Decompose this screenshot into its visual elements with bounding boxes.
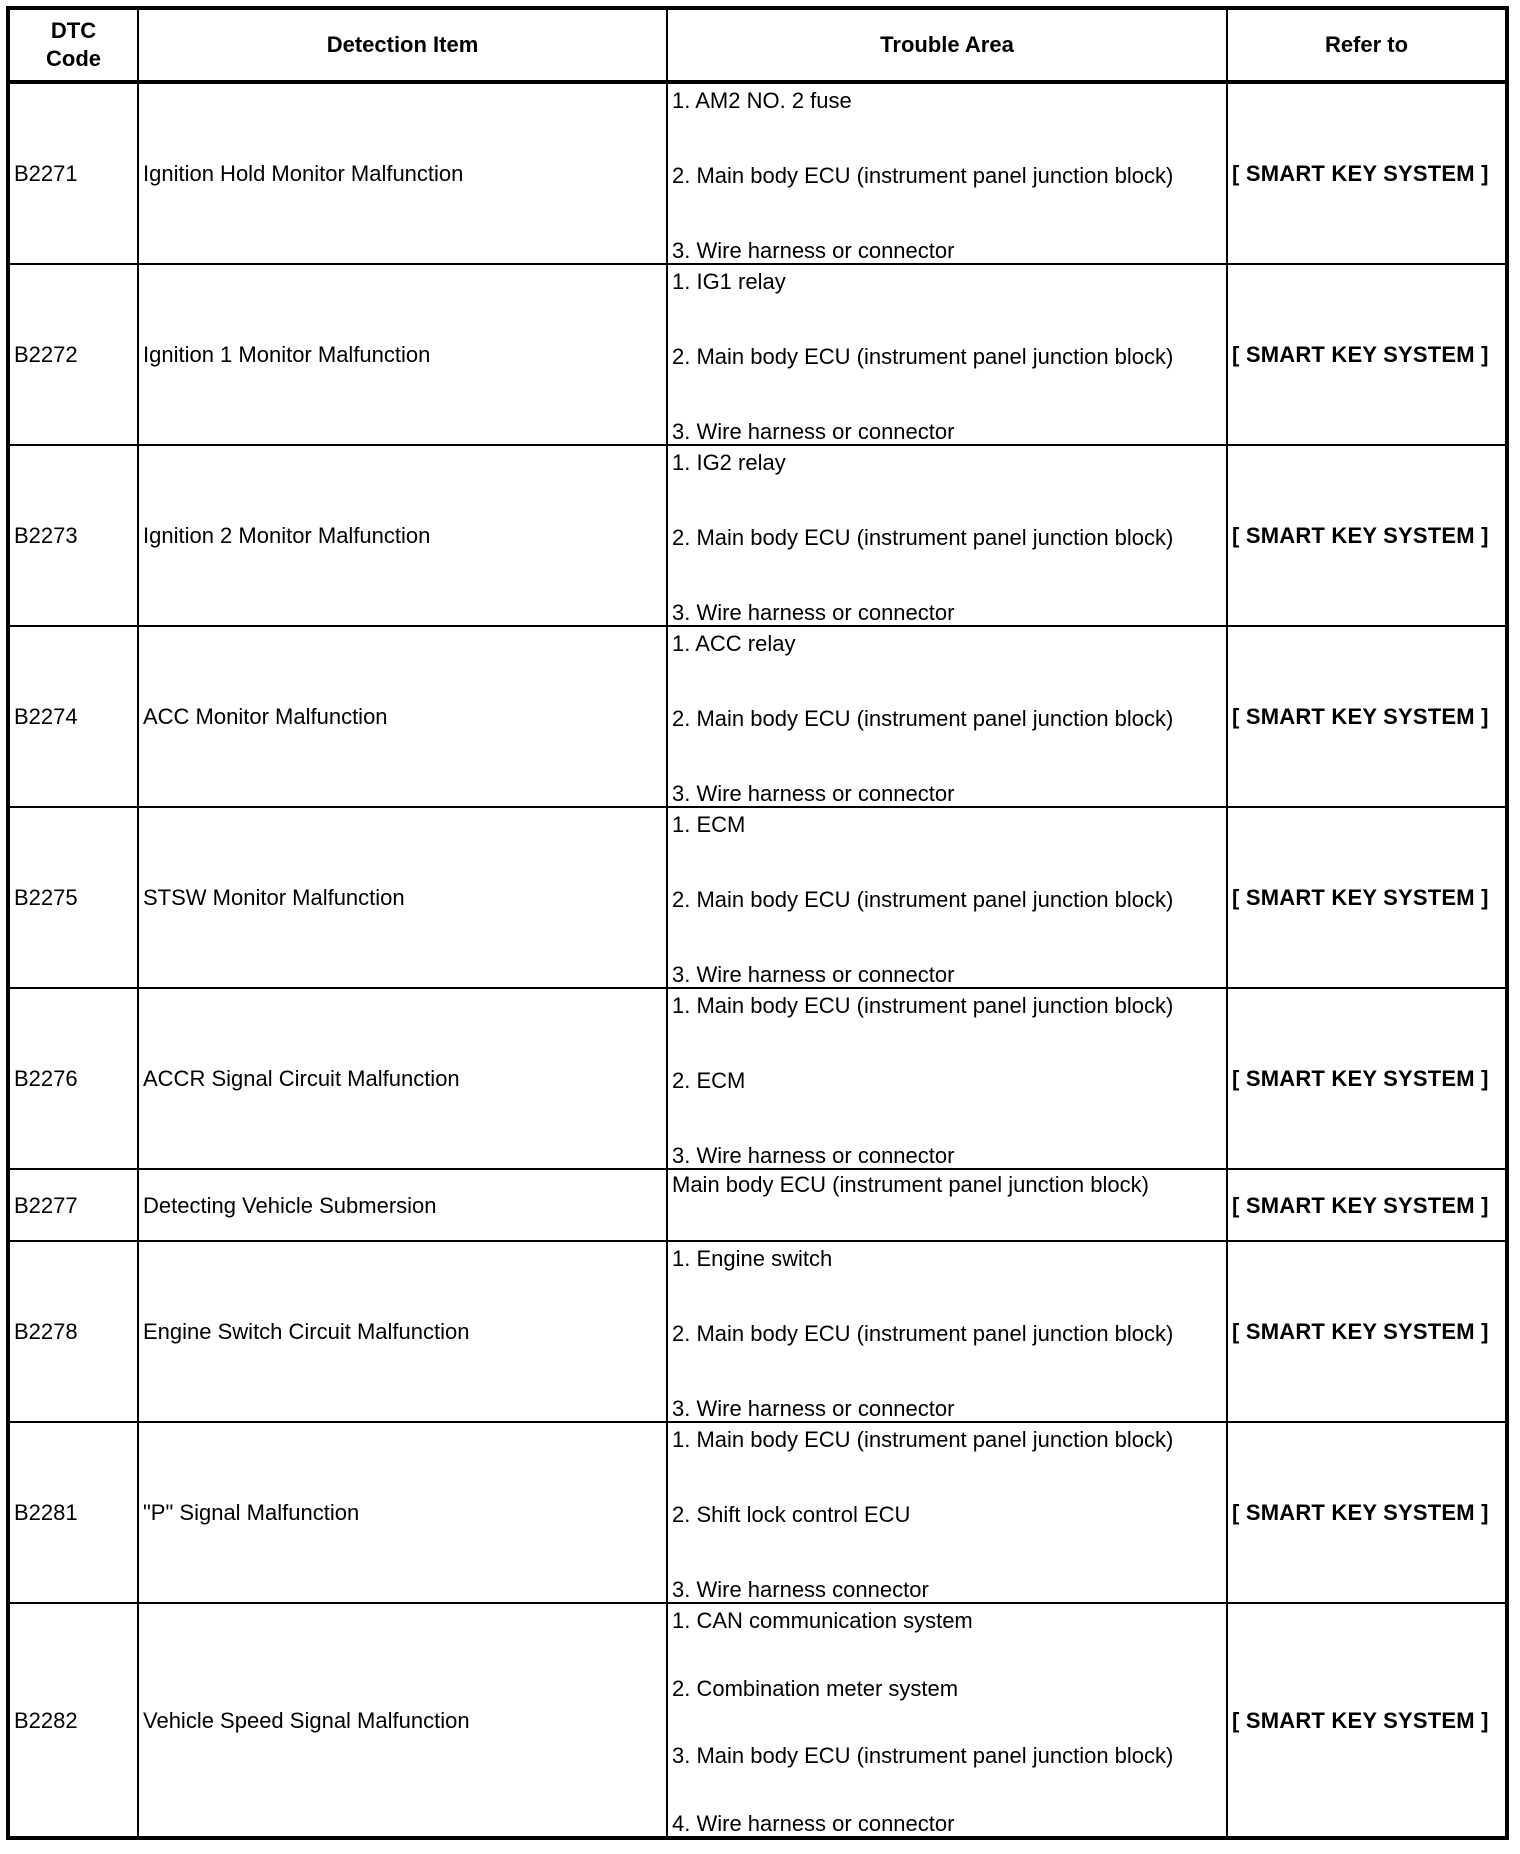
trouble-area-item: Main body ECU (instrument panel junction block) [672,1172,1149,1197]
trouble-area-item: 3. Wire harness or connector [672,1143,955,1168]
header-refer-to: Refer to [1227,8,1507,82]
trouble-area-list [672,989,1224,1170]
trouble-area-item: 3. Wire harness or connector [672,781,955,806]
trouble-area-item: 2. Shift lock control ECU [672,1502,911,1527]
refer-to-link[interactable]: [ SMART KEY SYSTEM ] [1227,1169,1507,1241]
refer-to-link[interactable]: [ SMART KEY SYSTEM ] [1227,807,1507,988]
trouble-area-item: 1. ECM [672,812,746,837]
trouble-area-cell [667,264,1227,445]
trouble-area-item: 2. Main body ECU (instrument panel junction block) [672,525,1174,550]
trouble-area-cell [667,1422,1227,1603]
trouble-area-item: 1. Engine switch [672,1246,833,1271]
table-row [8,82,1507,264]
table-row [8,1241,1507,1422]
table-row [8,626,1507,807]
refer-to-link[interactable]: [ SMART KEY SYSTEM ] [1227,445,1507,626]
refer-to-link[interactable]: [ SMART KEY SYSTEM ] [1227,988,1507,1169]
dtc-code-cell: B2272 [8,264,138,445]
header-dtc-code: DTC Code [8,8,138,82]
trouble-area-list [672,265,1224,446]
dtc-table [6,6,1509,1840]
table-row [8,1169,1507,1241]
refer-to-link[interactable]: [ SMART KEY SYSTEM ] [1227,1241,1507,1422]
trouble-area-item: 2. Main body ECU (instrument panel junction block) [672,706,1174,731]
trouble-area-cell [667,82,1227,264]
trouble-area-item: 2. ECM [672,1068,746,1093]
refer-to-link[interactable]: [ SMART KEY SYSTEM ] [1227,1422,1507,1603]
table-row [8,445,1507,626]
trouble-area-item: 3. Wire harness or connector [672,419,955,444]
trouble-area-item: 1. CAN communication system [672,1608,973,1633]
trouble-area-item: 3. Wire harness or connector [672,238,955,263]
trouble-area-item: 2. Main body ECU (instrument panel junction block) [672,1321,1174,1346]
trouble-area-cell [667,1603,1227,1838]
detection-item-cell: Detecting Vehicle Submersion [138,1169,667,1241]
detection-item-cell: "P" Signal Malfunction [138,1422,667,1603]
detection-item-cell: STSW Monitor Malfunction [138,807,667,988]
trouble-area-item: 1. Main body ECU (instrument panel junction block) [672,1427,1174,1452]
trouble-area-item: 2. Main body ECU (instrument panel junction block) [672,887,1174,912]
trouble-area-item: 4. Wire harness or connector [672,1810,955,1836]
table-row [8,1603,1507,1838]
trouble-area-cell [667,1241,1227,1422]
dtc-code-cell: B2273 [8,445,138,626]
trouble-area-cell [667,1169,1227,1241]
trouble-area-item: 2. Combination meter system [672,1675,959,1701]
trouble-area-list [672,627,1224,808]
table-row [8,1422,1507,1603]
refer-to-link[interactable]: [ SMART KEY SYSTEM ] [1227,82,1507,264]
refer-to-link[interactable]: [ SMART KEY SYSTEM ] [1227,264,1507,445]
trouble-area-item: 3. Main body ECU (instrument panel junction block) [672,1743,1174,1769]
detection-item-cell: ACCR Signal Circuit Malfunction [138,988,667,1169]
trouble-area-cell [667,807,1227,988]
trouble-area-list [672,1423,1224,1604]
table-row [8,807,1507,988]
trouble-area-item: 2. Main body ECU (instrument panel junction block) [672,163,1174,188]
detection-item-cell: Ignition 2 Monitor Malfunction [138,445,667,626]
detection-item-cell: Engine Switch Circuit Malfunction [138,1241,667,1422]
table-header-row [8,8,1507,82]
header-detection-item: Detection Item [138,8,667,82]
trouble-area-item: 1. IG2 relay [672,450,786,475]
trouble-area-list [672,84,1224,265]
trouble-area-item: 3. Wire harness or connector [672,962,955,987]
table-row [8,988,1507,1169]
detection-item-cell: Vehicle Speed Signal Malfunction [138,1603,667,1838]
trouble-area-list [672,1170,1224,1240]
dtc-code-cell: B2277 [8,1169,138,1241]
dtc-code-cell: B2278 [8,1241,138,1422]
detection-item-cell: Ignition 1 Monitor Malfunction [138,264,667,445]
detection-item-cell: Ignition Hold Monitor Malfunction [138,82,667,264]
trouble-area-item: 1. Main body ECU (instrument panel junction block) [672,993,1174,1018]
trouble-area-item: 1. AM2 NO. 2 fuse [672,88,852,113]
dtc-code-cell: B2275 [8,807,138,988]
trouble-area-item: 3. Wire harness or connector [672,600,955,625]
trouble-area-item: 2. Main body ECU (instrument panel junction block) [672,344,1174,369]
dtc-code-cell: B2276 [8,988,138,1169]
trouble-area-item: 1. ACC relay [672,631,796,656]
trouble-area-cell [667,626,1227,807]
trouble-area-cell [667,988,1227,1169]
dtc-code-cell: B2282 [8,1603,138,1838]
trouble-area-item: 3. Wire harness connector [672,1577,929,1602]
dtc-code-cell: B2274 [8,626,138,807]
dtc-code-cell: B2271 [8,82,138,264]
trouble-area-list [672,1242,1224,1423]
trouble-area-list [672,808,1224,989]
detection-item-cell: ACC Monitor Malfunction [138,626,667,807]
trouble-area-list [672,1604,1224,1838]
trouble-area-item: 1. IG1 relay [672,269,786,294]
table-row [8,264,1507,445]
header-trouble-area: Trouble Area [667,8,1227,82]
refer-to-link[interactable]: [ SMART KEY SYSTEM ] [1227,1603,1507,1838]
trouble-area-cell [667,445,1227,626]
trouble-area-list [672,446,1224,627]
trouble-area-item: 3. Wire harness or connector [672,1396,955,1421]
refer-to-link[interactable]: [ SMART KEY SYSTEM ] [1227,626,1507,807]
dtc-code-cell: B2281 [8,1422,138,1603]
